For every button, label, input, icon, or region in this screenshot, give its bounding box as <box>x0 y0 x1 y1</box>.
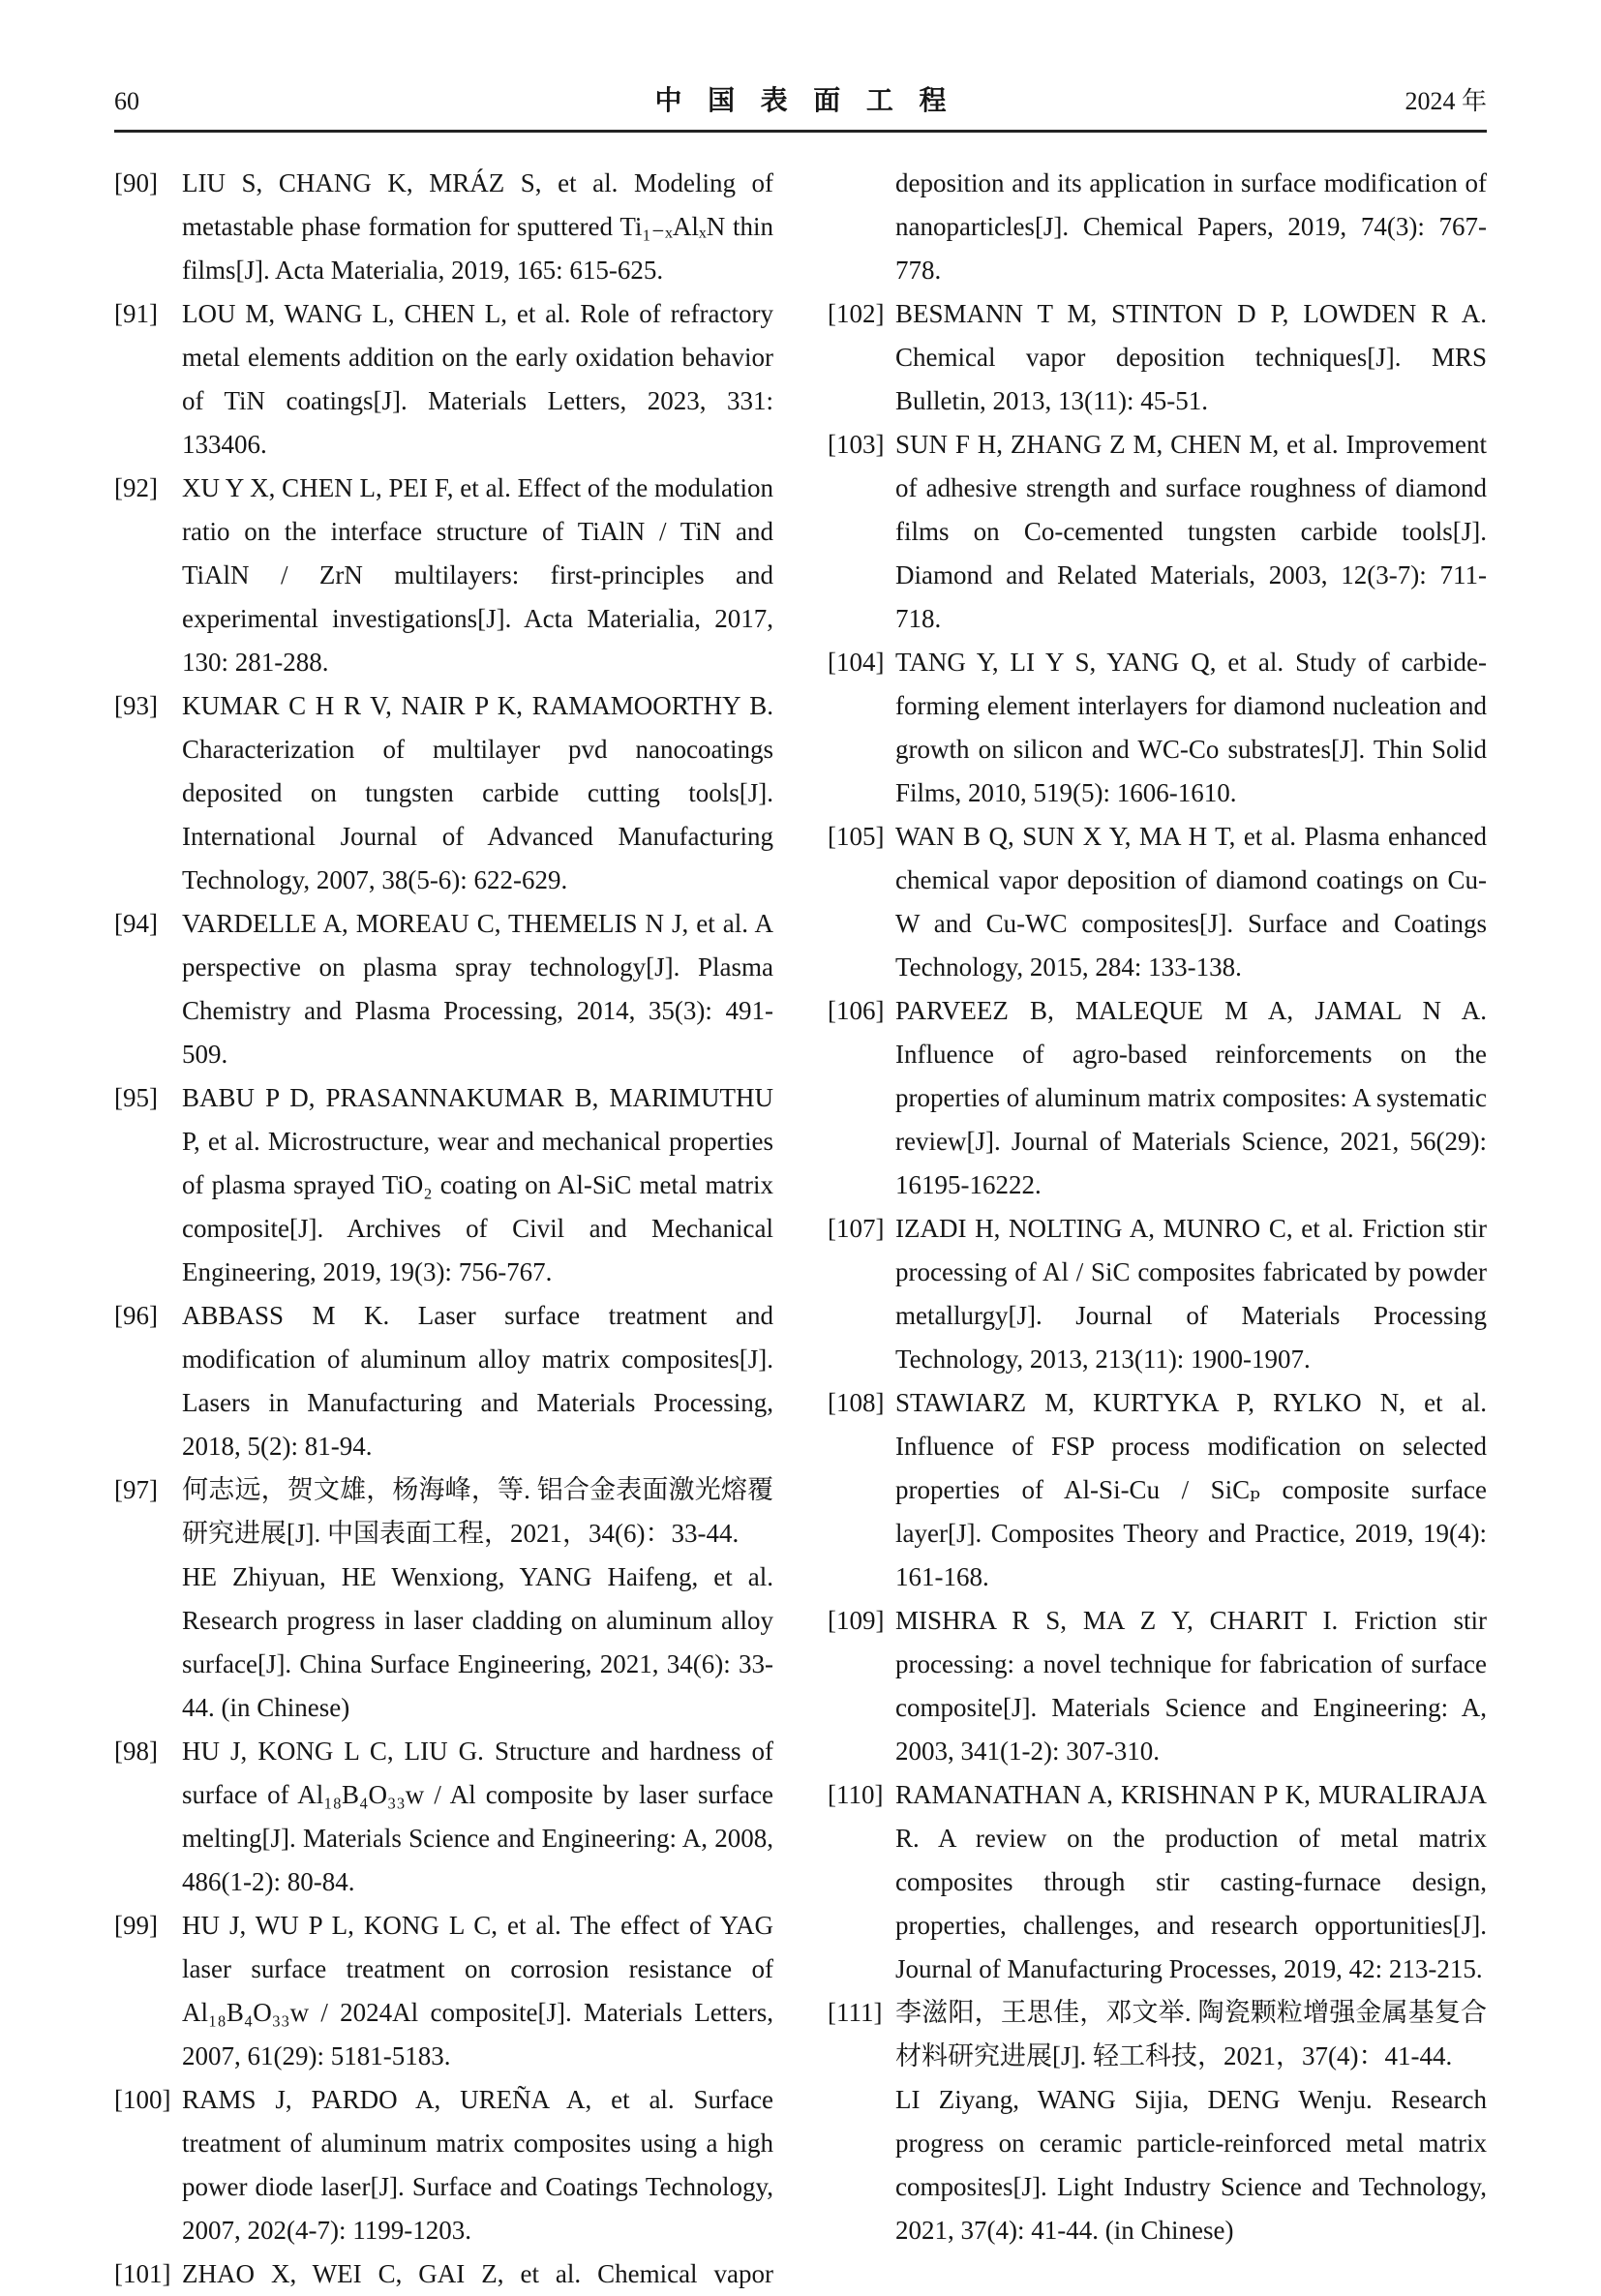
reference-text: [96] ABBASS M K. Laser surface treatment and modification of aluminum alloy matrix composites[J]. Lasers in Manufacturing and Materials Processing, 2018, 5(2): 81-94. <box>114 1294 773 1468</box>
reference-number: [97] <box>114 1475 158 1504</box>
journal-title: 中国表面工程 <box>654 86 973 116</box>
reference-item <box>828 162 1487 292</box>
reference-item <box>114 684 773 902</box>
reference-item <box>828 641 1487 815</box>
reference-text: [111] 李滋阳，王思佳，邓文举. 陶瓷颗粒增强金属基复合材料研究进展[J]. 轻工科技，2021，37(4)：41-44. <box>828 1991 1487 2078</box>
reference-number: [100] <box>114 2085 171 2114</box>
reference-number: [110] <box>828 1780 884 1809</box>
reference-item <box>114 1468 773 1730</box>
reference-item <box>828 989 1487 1207</box>
reference-text: [106] PARVEEZ B, MALEQUE M A, JAMAL N A. Influence of agro-based reinforcements on the properties of aluminum matrix composites: A systematic review[J]. Journal of Materials Science, 2021, 56(29): 16195-16222. <box>828 989 1487 1207</box>
reference-number: [91] <box>114 299 158 328</box>
reference-text: [90] LIU S, CHANG K, MRÁZ S, et al. Modeling of metastable phase formation for sputtered Ti₁₋ₓAlₓN thin films[J]. Acta Materialia, 2019, 165: 615-625. <box>114 162 773 292</box>
page-number: 60 <box>114 87 139 115</box>
reference-text: [92] XU Y X, CHEN L, PEI F, et al. Effect of the modulation ratio on the interface structure of TiAlN / TiN and TiAlN / ZrN multilayers: first-principles and experimental investigations[J]. Acta Materialia, 2017, 130: 281-288. <box>114 467 773 684</box>
references-column-left <box>114 162 773 2296</box>
reference-number: [101] <box>114 2259 171 2288</box>
reference-text: [109] MISHRA R S, MA Z Y, CHARIT I. Friction stir processing: a novel technique for fabrication of surface composite[J]. Materials Science and Engineering: A, 2003, 341(1-2): 307-310. <box>828 1599 1487 1773</box>
references-columns <box>114 162 1487 2296</box>
reference-item <box>828 1991 1487 2252</box>
reference-number: [98] <box>114 1737 158 1766</box>
reference-number: [106] <box>828 996 885 1025</box>
reference-number: [107] <box>828 1214 885 1243</box>
reference-text: [105] WAN B Q, SUN X Y, MA H T, et al. Plasma enhanced chemical vapor deposition of diamond coatings on Cu-W and Cu-WC composites[J]. Surface and Coatings Technology, 2015, 284: 133-138. <box>828 815 1487 989</box>
reference-item <box>114 2252 773 2296</box>
reference-text: [104] TANG Y, LI Y S, YANG Q, et al. Study of carbide-forming element interlayers for diamond nucleation and growth on silicon and WC-Co substrates[J]. Thin Solid Films, 2010, 519(5): 1606-1610. <box>828 641 1487 815</box>
reference-text: LI Ziyang, WANG Sijia, DENG Wenju. Research progress on ceramic particle-reinforced metal matrix composites[J]. Light Industry Science and Technology, 2021, 37(4): 41-44. (in Chinese) <box>895 2085 1487 2245</box>
reference-number: [92] <box>114 473 158 502</box>
reference-item <box>828 815 1487 989</box>
reference-item <box>114 467 773 684</box>
reference-number: [93] <box>114 691 158 720</box>
reference-number: [102] <box>828 299 885 328</box>
reference-number: [103] <box>828 430 885 459</box>
year-label: 2024 年 <box>1405 87 1487 115</box>
reference-text: [108] STAWIARZ M, KURTYKA P, RYLKO N, et al. Influence of FSP process modification on selected properties of Al-Si-Cu / SiCₚ composite surface layer[J]. Composites Theory and Practice, 2019, 19(4): 161-168. <box>828 1381 1487 1599</box>
reference-text: [99] HU J, WU P L, KONG L C, et al. The effect of YAG laser surface treatment on corrosion resistance of Al₁₈B₄O₃₃w / 2024Al composite[J]. Materials Letters, 2007, 61(29): 5181-5183. <box>114 1904 773 2078</box>
reference-item <box>828 423 1487 641</box>
reference-item <box>114 1730 773 1904</box>
reference-text: [91] LOU M, WANG L, CHEN L, et al. Role of refractory metal elements addition on the early oxidation behavior of TiN coatings[J]. Materials Letters, 2023, 331: 133406. <box>114 292 773 467</box>
reference-text: [103] SUN F H, ZHANG Z M, CHEN M, et al. Improvement of adhesive strength and surface roughness of diamond films on Co-cemented tungsten carbide tools[J]. Diamond and Related Materials, 2003, 12(3-7): 711-718. <box>828 423 1487 641</box>
references-column-right <box>828 162 1487 2296</box>
reference-number: [95] <box>114 1083 158 1112</box>
reference-item <box>114 2078 773 2252</box>
reference-item <box>828 1773 1487 1991</box>
reference-number: [108] <box>828 1388 885 1417</box>
reference-text: [94] VARDELLE A, MOREAU C, THEMELIS N J, et al. A perspective on plasma spray technology[J]. Plasma Chemistry and Plasma Processing, 2014, 35(3): 491-509. <box>114 902 773 1076</box>
reference-item <box>114 162 773 292</box>
reference-text: [107] IZADI H, NOLTING A, MUNRO C, et al. Friction stir processing of Al / SiC composites fabricated by powder metallurgy[J]. Journal of Materials Processing Technology, 2013, 213(11): 1900-1907. <box>828 1207 1487 1381</box>
reference-number: [109] <box>828 1606 885 1635</box>
reference-text: [93] KUMAR C H R V, NAIR P K, RAMAMOORTHY B. Characterization of multilayer pvd nanocoatings deposited on tungsten carbide cutting tools[J]. International Journal of Advanced Manufacturing Technology, 2007, 38(5-6): 622-629. <box>114 684 773 902</box>
page-header <box>114 79 1487 133</box>
reference-item <box>114 902 773 1076</box>
reference-item <box>114 292 773 467</box>
reference-item <box>828 1599 1487 1773</box>
reference-item <box>828 1207 1487 1381</box>
reference-text: [98] HU J, KONG L C, LIU G. Structure and hardness of surface of Al₁₈B₄O₃₃w / Al composite by laser surface melting[J]. Materials Science and Engineering: A, 2008, 486(1-2): 80-84. <box>114 1730 773 1904</box>
reference-item <box>828 292 1487 423</box>
reference-number: [96] <box>114 1301 158 1330</box>
reference-text: [102] BESMANN T M, STINTON D P, LOWDEN R A. Chemical vapor deposition techniques[J]. MRS Bulletin, 2013, 13(11): 45-51. <box>828 292 1487 423</box>
reference-text: HE Zhiyuan, HE Wenxiong, YANG Haifeng, et al. Research progress in laser cladding on aluminum alloy surface[J]. China Surface Engineering, 2021, 34(6): 33-44. (in Chinese) <box>182 1562 773 1722</box>
reference-item <box>828 1381 1487 1599</box>
reference-item <box>114 1076 773 1294</box>
reference-item <box>114 1294 773 1468</box>
reference-item <box>114 1904 773 2078</box>
reference-number: [105] <box>828 822 885 851</box>
reference-text: [100] RAMS J, PARDO A, UREÑA A, et al. Surface treatment of aluminum matrix composites using a high power diode laser[J]. Surface and Coatings Technology, 2007, 202(4-7): 1199-1203. <box>114 2078 773 2252</box>
reference-number: [99] <box>114 1911 158 1940</box>
reference-number: [90] <box>114 168 158 197</box>
reference-text: [95] BABU P D, PRASANNAKUMAR B, MARIMUTHU P, et al. Microstructure, wear and mechanical properties of plasma sprayed TiO₂ coating on Al-SiC metal matrix composite[J]. Archives of Civil and Mechanical Engineering, 2019, 19(3): 756-767. <box>114 1076 773 1294</box>
reference-number: [94] <box>114 909 158 938</box>
reference-number: [111] <box>828 1998 883 2027</box>
reference-text: [97] 何志远，贺文雄，杨海峰，等. 铝合金表面激光熔覆研究进展[J]. 中国表面工程，2021，34(6)：33-44. <box>114 1468 773 1556</box>
reference-text: [110] RAMANATHAN A, KRISHNAN P K, MURALIRAJA R. A review on the production of metal matrix composites through stir casting-furnace design, properties, challenges, and research opportunities[J]. Journal of Manufacturing Processes, 2019, 42: 213-215. <box>828 1773 1487 1991</box>
reference-text: deposition and its application in surface modification of nanoparticles[J]. Chemical Papers, 2019, 74(3): 767-778. <box>895 168 1487 285</box>
reference-text: [101] ZHAO X, WEI C, GAI Z, et al. Chemical vapor <box>114 2252 773 2296</box>
reference-number: [104] <box>828 648 885 677</box>
